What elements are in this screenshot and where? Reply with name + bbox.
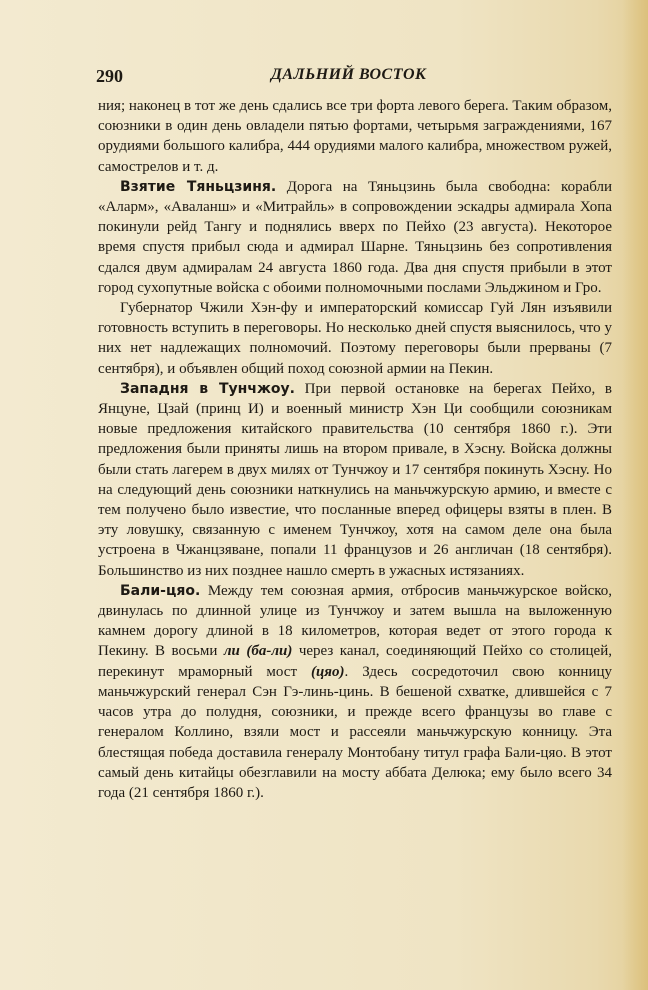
- section-heading-baliqiao: Бали-цяо.: [120, 582, 201, 599]
- paragraph-text: . Здесь сосредоточил свою конницу маньчжурский генерал Сэн Гэ-линь-цинь. В бешеной схватке, длившейся с 7 часов утра до полудня, союзники, и прежде всего французы во главе с генералом Коллино, взяли мост и рассеяли маньчжурскую конницу. Эта блестящая победа доставила генералу Монтобану титул графа Бали-цяо. В этот самый день китайцы обезглавили на мосту аббата Делюка; ему было всего 34 года (21 сентября 1860 г.).: [98, 663, 613, 801]
- section-heading-tongzhou: Западня в Тунчжоу.: [120, 380, 295, 397]
- running-title: ДАЛЬНИЙ ВОСТОК: [271, 66, 427, 83]
- body-text: [98, 96, 612, 803]
- paragraph-4: [98, 379, 612, 581]
- paragraph-text: При первой остановке на берегах Пейхо, в Янцуне, Цзай (принц И) и военный министр Хэн Ци сообщили союзникам новые предложения китайского правительства (10 сентября 1860 г.). Эти предложения были приняты лишь на втором привале, в Хэсну. Войска должны были стать лагерем в двух милях от Тунчжоу и 17 сентября покинуть Хэсну. Но на следующий день союзники наткнулись на маньчжурскую армию, и вместе с тем получено было известие, что посланные вперед офицеры взяты в плен. В эту ловушку, связанную с именем Тунчжоу, хотя на самом деле она была устроена в Чжанцзяване, попали 11 французов и 26 англичан (18 сентября). Большинство из них позднее нашло смерть в ужасных истязаниях.: [98, 380, 612, 579]
- paragraph-text: Дорога на Тяньцзинь была свободна: корабли «Аларм», «Аваланш» и «Митрайль» в сопровождении эскадры адмирала Хопа покинули рейд Тангу и поднялись вверх по Пейхо (23 августа). Некоторое время спустя прибыл сюда и адмирал Шарне. Тяньцзинь без сопротивления сдался двум адмиралам 24 августа 1860 года. Два дня спустя прибыли в этот город сухопутные войска с обоими полномочными послами Эльджином и Гро.: [98, 178, 612, 296]
- italic-term-li: ли (ба-ли): [223, 643, 293, 660]
- page-number: 290: [96, 66, 123, 86]
- italic-term-qiao: (цяо): [310, 663, 345, 680]
- paragraph-5: [98, 581, 612, 803]
- paragraph-text: Губернатор Чжили Хэн-фу и императорский комиссар Гуй Лян изъявили готовность вступить в переговоры. Но несколько дней спустя выяснилось, что у них нет надлежащих полномочий. Поэтому переговоры были прерваны (7 сентября), и объявлен общий поход союзной армии на Пекин.: [98, 300, 612, 377]
- paragraph-text: ния; наконец в тот же день сдались все три форта левого берега. Таким образом, союзники в один день овладели пятью фортами, четырьмя заграждениями, 167 орудиями большого калибра, 444 орудиями малого калибра, множеством ружей, самострелов и т. д.: [98, 98, 612, 175]
- paragraph-text: через канал, соединяющий Пейхо со столицей, перекинут мраморный мост: [98, 643, 612, 680]
- page-edge-shading: [622, 0, 648, 990]
- page-header: [96, 66, 606, 92]
- paragraph-1: [98, 96, 612, 177]
- paragraph-2: [98, 177, 612, 298]
- paragraph-text: Между тем союзная армия, отбросив маньчжурское войско, двинулась по длинной улице из Тунчжоу и затем вышла на выложенную камнем дорогу длиной в 18 километров, которая ведет от этого города к Пекину. В восьми: [98, 582, 612, 660]
- paragraph-3: [98, 298, 612, 379]
- section-heading-tianjin: Взятие Тяньцзиня.: [120, 178, 277, 195]
